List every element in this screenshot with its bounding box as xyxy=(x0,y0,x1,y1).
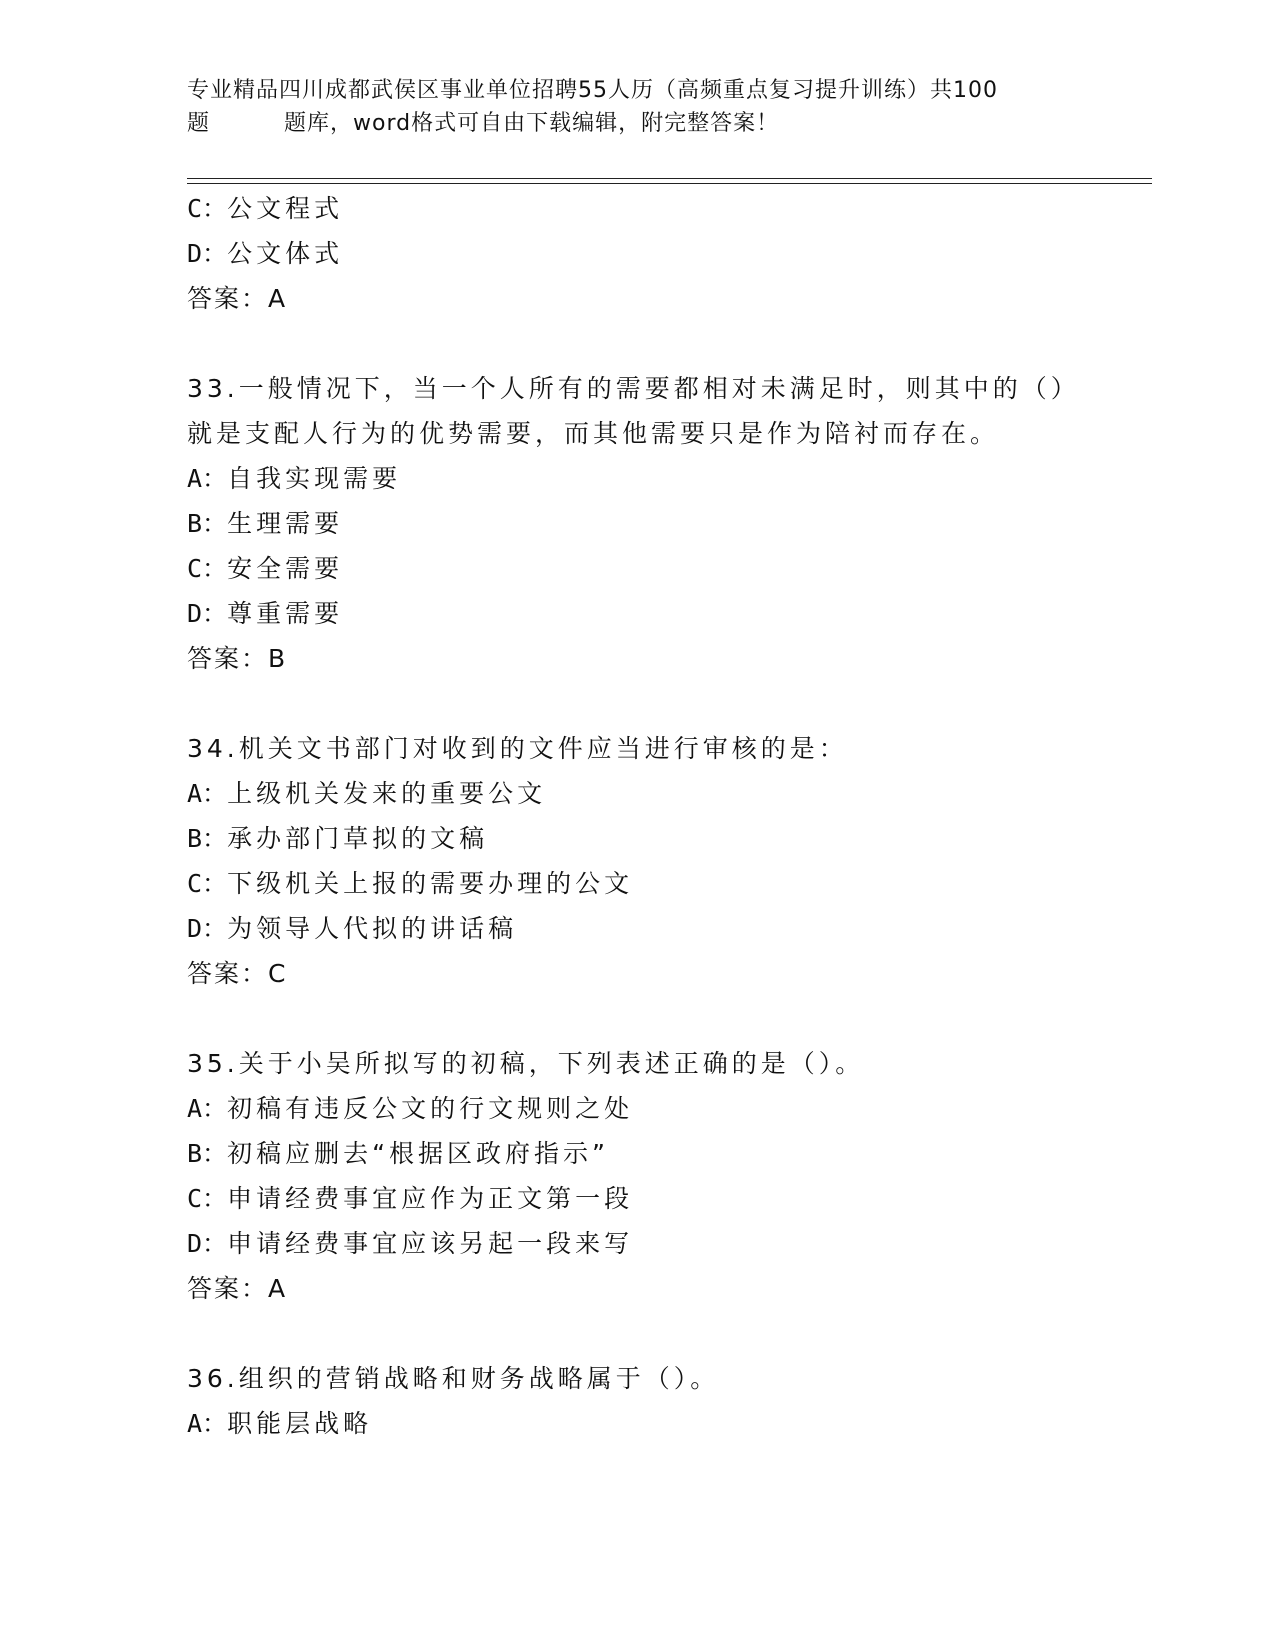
option-text: 自我实现需要 xyxy=(227,464,402,493)
option-row xyxy=(187,597,343,631)
question-stem: 34.机关文书部门对收到的文件应当进行审核的是： xyxy=(187,734,848,763)
answer-line: 答案：B xyxy=(187,644,288,673)
option-row xyxy=(187,777,546,811)
option-row xyxy=(187,462,401,496)
option-label: D： xyxy=(187,1229,228,1258)
option-label: A： xyxy=(187,1094,228,1123)
option-label: A： xyxy=(187,1409,228,1438)
header-line-2 xyxy=(187,107,1087,140)
option-row xyxy=(187,1137,609,1171)
answer-line: 答案：A xyxy=(187,284,288,313)
option-text: 安全需要 xyxy=(227,554,344,583)
option-row xyxy=(187,1407,372,1441)
header-line-2-left: 题 xyxy=(187,111,211,136)
option-text: 公文程式 xyxy=(227,194,344,223)
option-label: C： xyxy=(187,869,228,898)
option-text: 为领导人代拟的讲话稿 xyxy=(227,914,518,943)
option-text: 上级机关发来的重要公文 xyxy=(227,779,547,808)
option-text: 下级机关上报的需要办理的公文 xyxy=(227,869,634,898)
option-text: 申请经费事宜应该另起一段来写 xyxy=(227,1229,634,1258)
option-row xyxy=(187,237,343,271)
option-text: 公文体式 xyxy=(227,239,344,268)
question-stem: 35.关于小吴所拟写的初稿，下列表述正确的是（）。 xyxy=(187,1049,865,1078)
option-row xyxy=(187,867,633,901)
option-row xyxy=(187,1182,633,1216)
option-label: C： xyxy=(187,194,228,223)
option-row xyxy=(187,507,343,541)
answer-line: 答案：A xyxy=(187,1274,288,1303)
option-row xyxy=(187,912,517,946)
option-row xyxy=(187,1092,633,1126)
option-label: D： xyxy=(187,239,228,268)
document-header xyxy=(187,74,1087,140)
option-label: A： xyxy=(187,779,228,808)
question-stem-continued: 就是支配人行为的优势需要，而其他需要只是作为陪衬而存在。 xyxy=(187,419,1000,448)
option-text: 生理需要 xyxy=(227,509,344,538)
header-divider-bottom xyxy=(187,183,1152,184)
option-text: 职能层战略 xyxy=(227,1409,373,1438)
option-text: 尊重需要 xyxy=(227,599,344,628)
question-stem: 33.一般情况下，当一个人所有的需要都相对未满足时，则其中的（） xyxy=(187,374,1080,403)
option-label: D： xyxy=(187,599,228,628)
option-row xyxy=(187,192,343,226)
header-line-2-right: 题库，word格式可自由下载编辑，附完整答案！ xyxy=(284,111,780,136)
option-label: A： xyxy=(187,464,228,493)
option-row xyxy=(187,552,343,586)
answer-line: 答案：C xyxy=(187,959,288,988)
option-label: B： xyxy=(187,509,228,538)
option-label: B： xyxy=(187,824,228,853)
option-text: 初稿应删去“根据区政府指示” xyxy=(227,1139,609,1168)
header-line-1: 专业精品四川成都武侯区事业单位招聘55人历（高频重点复习提升训练）共100 xyxy=(187,78,998,103)
option-text: 申请经费事宜应作为正文第一段 xyxy=(227,1184,634,1213)
option-label: B： xyxy=(187,1139,228,1168)
option-text: 承办部门草拟的文稿 xyxy=(227,824,489,853)
option-row xyxy=(187,1227,633,1261)
option-label: C： xyxy=(187,1184,228,1213)
option-label: D： xyxy=(187,914,228,943)
option-row xyxy=(187,822,488,856)
option-text: 初稿有违反公文的行文规则之处 xyxy=(227,1094,634,1123)
header-divider-top xyxy=(187,178,1152,179)
option-label: C： xyxy=(187,554,228,583)
question-stem: 36.组织的营销战略和财务战略属于（）。 xyxy=(187,1364,720,1393)
